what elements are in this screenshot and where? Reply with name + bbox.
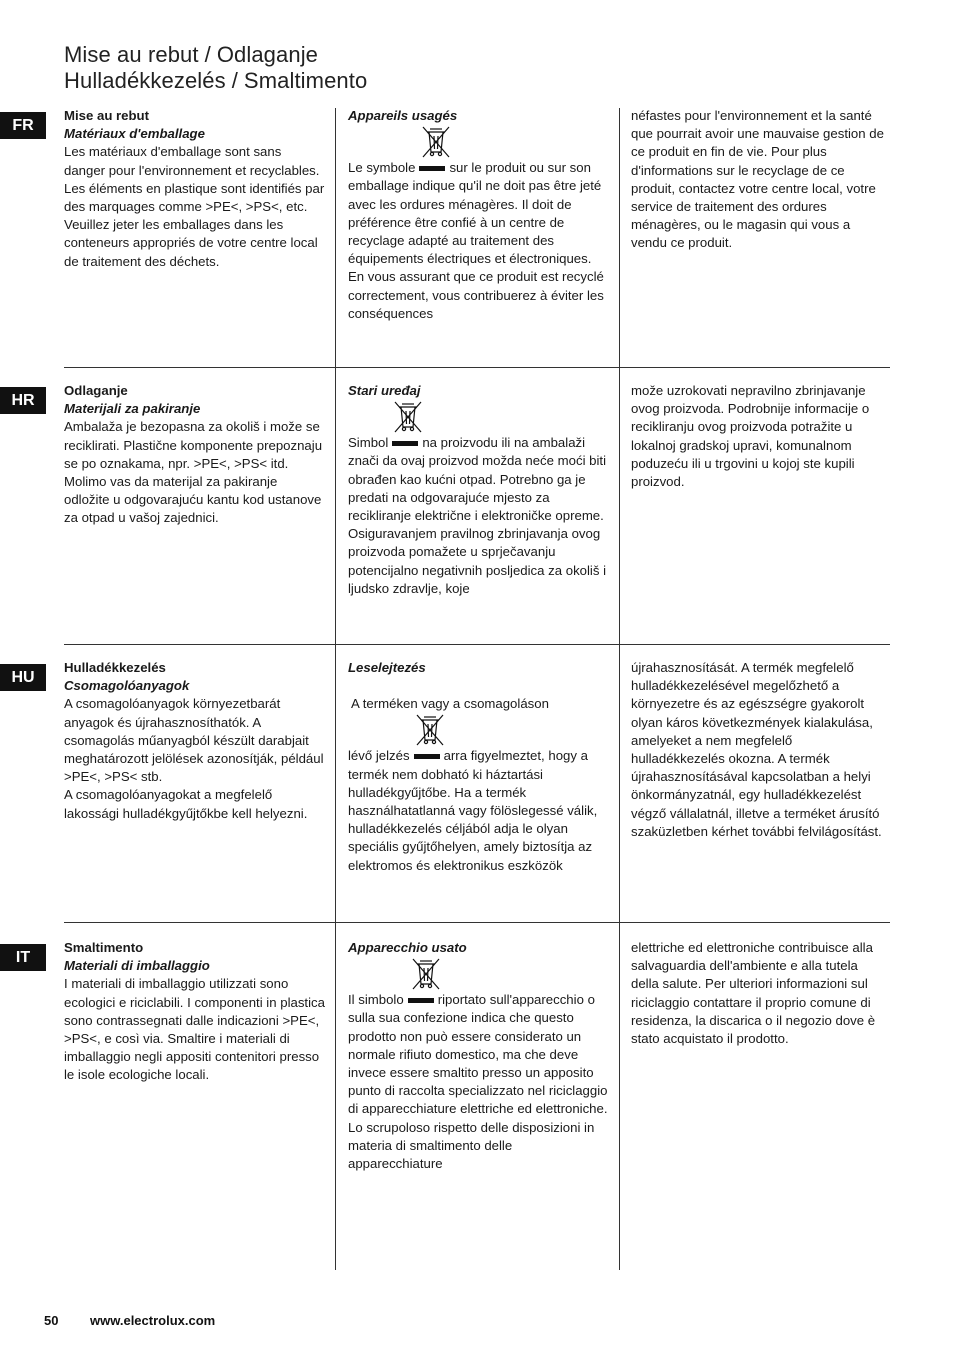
title-hu: Hulladékkezelés xyxy=(64,68,226,93)
title-separator: / xyxy=(204,42,211,67)
paragraph xyxy=(348,991,610,1173)
section-subheading: Materiali di imballaggio xyxy=(64,958,210,974)
section-heading: Mise au rebut xyxy=(64,108,150,123)
paragraph xyxy=(348,159,610,323)
paragraph: A terméken vagy a csomagoláson xyxy=(351,696,549,712)
crossed-out-wheelie-bin-icon xyxy=(414,713,446,747)
paragraph: može uzrokovati nepravilno zbrinjavanje ovog proizvoda. Podrobnije informacije o recikliranju ovog proizvoda potražite u lokalnoj gradskoj upravi, komunalnom poduzeću ili u trgovini u kojoj ste kupili proizvod. xyxy=(631,383,870,490)
paragraph xyxy=(348,434,610,598)
paragraph: elettriche ed elettroniche contribuisce alla salvaguardia dell'ambiente e alla tutela della salute. Per ulteriori informazioni sul riciclaggio contattare il proprio comune di residenza, la discarica o il negozio dove è stato acquistato il prodotto. xyxy=(631,940,876,1047)
website-link[interactable]: www.electrolux.com xyxy=(90,1313,216,1328)
paragraph: Veuillez jeter les emballages dans les conteneurs appropriés de votre centre local de traitement des déchets. xyxy=(64,217,318,269)
hr-appliance-column xyxy=(348,382,610,598)
hu-continuation-column xyxy=(631,659,887,841)
fr-appliance-column xyxy=(348,107,610,323)
paragraph: néfastes pour l'environnement et la santé que pourrait avoir une mauvaise gestion de ce produit en fin de vie. Pour plus d'informations sur le recyclage de ce produit, contactez votre centre local, votre service de traitement des ordures ménagères, ou le magasin qui vous a vendu ce produit. xyxy=(631,108,884,251)
lang-tab-hu: HU xyxy=(0,664,46,691)
section-heading: Stari uređaj xyxy=(348,383,421,398)
crossed-out-wheelie-bin-icon xyxy=(420,125,452,159)
title-hr: Odlaganje xyxy=(216,42,319,67)
text: Le symbole xyxy=(348,160,416,176)
page-number: 50 xyxy=(44,1313,59,1328)
paragraph: Molimo vas da materijal za pakiranje odložite u odgovarajuću kantu kod ustanove za otpad u vašoj zajednici. xyxy=(64,474,322,526)
black-bar-icon xyxy=(419,166,445,171)
lang-tab-fr: FR xyxy=(0,112,46,139)
it-packaging-column xyxy=(64,939,326,1085)
fr-continuation-column xyxy=(631,107,887,253)
section-heading: Appareils usagés xyxy=(348,108,458,123)
text: riportato sull'apparecchio o sulla sua confezione indica che questo prodotto non può essere considerato un normale rifiuto domestico, ma che deve invece essere smaltito presso un apposito punto di raccolta specializzato nel riciclaggio di apparecchiature elettriche ed elettroniche. Lo scrupoloso rispetto delle disposizioni in materia di smaltimento delle apparecchiature xyxy=(348,992,608,1172)
crossed-out-wheelie-bin-icon xyxy=(410,957,442,991)
section-divider xyxy=(64,922,890,923)
paragraph: Ambalaža je bezopasna za okoliš i može se reciklirati. Plastične komponente prepoznaju se po oznakama, npr. >PE<, >PS< itd. xyxy=(64,419,323,471)
text: Il simbolo xyxy=(348,992,404,1008)
text: sur le produit ou sur son emballage indique qu'il ne doit pas être jeté avec les ordures ménagères. Il doit de préférence être confié à un centre de recyclage adapté au traitement des équipements électriques et électroniques. En vous assurant que ce produit est recyclé correctement, vous contribuerez à éviter les conséquences xyxy=(348,160,604,321)
section-subheading: Materijali za pakiranje xyxy=(64,401,201,417)
fr-packaging-column xyxy=(64,107,326,271)
hr-packaging-column xyxy=(64,382,326,528)
section-heading: Leselejtezés xyxy=(348,660,426,675)
lang-tab-hr: HR xyxy=(0,387,46,414)
section-divider xyxy=(64,367,890,368)
page-title-line-2 xyxy=(64,68,367,94)
title-it: Smaltimento xyxy=(243,68,368,93)
paragraph xyxy=(348,747,610,874)
paragraph: Les matériaux d'emballage sont sans danger pour l'environnement et recyclables. Les éléments en plastique sont identifiés par des marquages comme >PE<, >PS<, etc. xyxy=(64,144,325,215)
black-bar-icon xyxy=(414,754,440,759)
section-subheading: Csomagolóanyagok xyxy=(64,678,190,694)
hu-packaging-column xyxy=(64,659,326,823)
section-divider xyxy=(64,644,890,645)
black-bar-icon xyxy=(408,998,434,1003)
page-title-line-1 xyxy=(64,42,318,68)
text: lévő jelzés xyxy=(348,748,410,764)
paragraph: újrahasznosítását. A termék megfelelő hulladékkezelésével megelőzhető a környezetre és az egészségre gyakorolt olyan káros következmények kialakulása, amelyeket a nem megfelelő hulladékkezelés okozna. A termék újrahasznosításával kapcsolatban a helyi önkormányzatnál, egy hulladékkezelést végző vállalatnál, illetve a terméket árusító szaküzletben kérhet további felvilágosítást. xyxy=(631,660,882,839)
title-separator: / xyxy=(231,68,238,93)
crossed-out-wheelie-bin-icon xyxy=(392,400,424,434)
section-subheading: Matériaux d'emballage xyxy=(64,126,205,142)
section-heading: Hulladékkezelés xyxy=(64,660,166,675)
section-heading: Smaltimento xyxy=(64,940,144,955)
section-heading: Apparecchio usato xyxy=(348,940,467,955)
title-fr: Mise au rebut xyxy=(64,42,199,67)
it-continuation-column xyxy=(631,939,887,1048)
paragraph: I materiali di imballaggio utilizzati sono ecologici e riciclabili. I componenti in plastica sono contrassegnati dalle indicazioni >PE<, >PS<, e così via. Smaltire i materiali di imballaggio negli appositi contenitori presso le isole ecologiche locali. xyxy=(64,976,325,1083)
section-heading: Odlaganje xyxy=(64,383,128,398)
text: arra figyelmeztet, hogy a termék nem dobható ki háztartási hulladékgyűjtőbe. Ha a termék használhatatlanná vagy fölöslegessé válik, hulladékkezelés céljából adja le olyan speciális gyűjtőhelyen, amely biztosítja az elektromos és elektronikus eszközök xyxy=(348,748,598,873)
paragraph: A csomagolóanyagok környezetbarát anyagok és újrahasznosíthatók. A csomagolás műanyagból készült darabjait meghatározott jelölések azonosítják, például >PE<, >PS< stb. xyxy=(64,696,324,785)
paragraph: A csomagolóanyagokat a megfelelő lakossági hulladékgyűjtőkbe kell helyezni. xyxy=(64,787,308,821)
column-divider xyxy=(335,108,336,1270)
column-divider xyxy=(619,108,620,1270)
lang-tab-it: IT xyxy=(0,944,46,971)
black-bar-icon xyxy=(392,441,418,446)
text: na proizvodu ili na ambalaži znači da ovaj proizvod možda neće moći biti obrađen kao kućni otpad. Potrebno ga je predati na odgovarajuće mjesto za recikliranje električne i elektroničke opreme. Osiguravanjem pravilnog zbrinjavanja ovog proizvoda pomažete u sprječavanju potencijalno negativnih posljedica za okoliš i ljudsko zdravlje, koje xyxy=(348,435,607,596)
hu-appliance-column xyxy=(348,659,610,875)
hr-continuation-column xyxy=(631,382,887,491)
it-appliance-column xyxy=(348,939,610,1173)
text: Simbol xyxy=(348,435,389,451)
